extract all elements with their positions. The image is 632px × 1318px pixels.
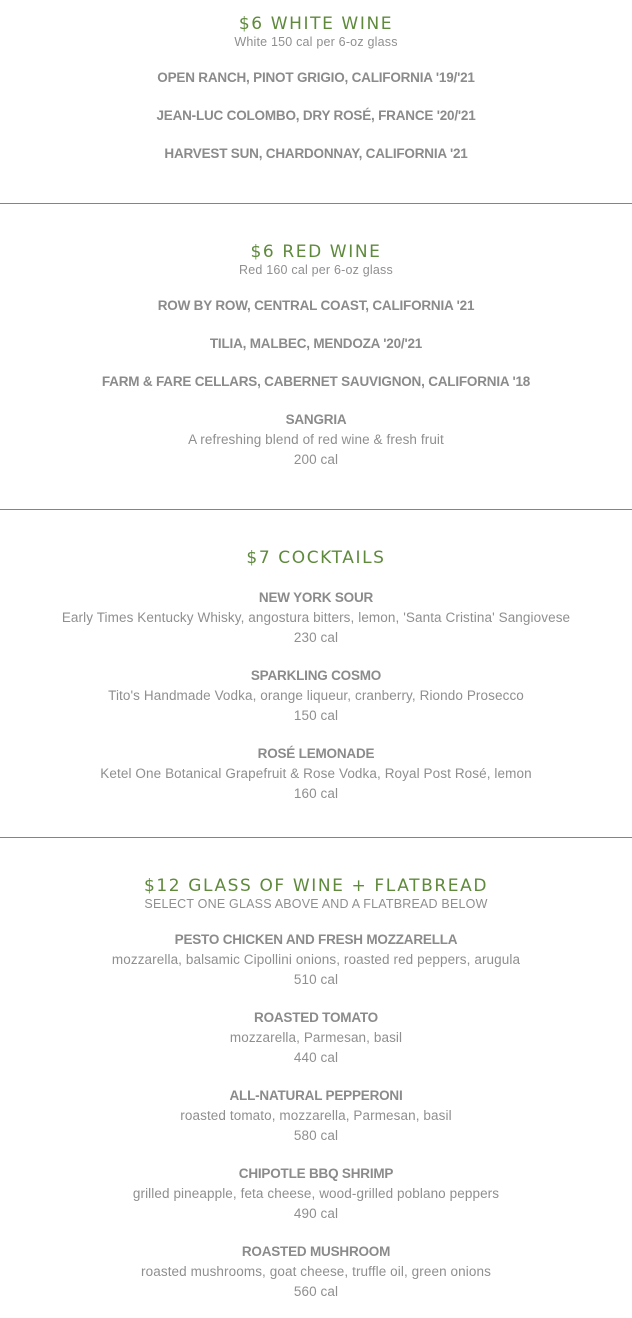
item-calories: 160 cal [293,786,339,801]
section-white-wine [0,14,632,164]
section-subtitle: White 150 cal per 6-oz glass [234,35,398,49]
menu-item [0,106,632,126]
item-description: Ketel One Botanical Grapefruit & Rose Vodka, Royal Post Rosé, lemon [100,766,532,781]
item-calories: 440 cal [293,1050,339,1065]
menu-item [0,930,632,990]
menu-item [0,410,632,470]
item-name: SANGRIA [285,412,347,427]
item-calories: 580 cal [293,1128,339,1143]
item-name: ROSÉ LEMONADE [257,746,375,761]
item-description: Early Times Kentucky Whisky, angostura bitters, lemon, 'Santa Cristina' Sangiovese [61,610,571,625]
item-calories: 560 cal [293,1284,339,1299]
item-name: HARVEST SUN, CHARDONNAY, CALIFORNIA '21 [164,146,468,161]
item-name: ROASTED TOMATO [254,1010,378,1025]
item-description: grilled pineapple, feta cheese, wood-grilled poblano peppers [132,1186,500,1201]
item-name: FARM & FARE CELLARS, CABERNET SAUVIGNON, CALIFORNIA '18 [101,374,531,389]
section-divider [0,837,632,838]
menu-item [0,1086,632,1146]
item-name: ALL-NATURAL PEPPERONI [229,1088,403,1103]
section-wine-flatbread [0,876,632,1302]
menu-item [0,666,632,726]
menu-item [0,334,632,354]
item-description: Tito's Handmade Vodka, orange liqueur, cranberry, Riondo Prosecco [108,688,524,703]
section-subtitle: Red 160 cal per 6-oz glass [239,263,393,277]
item-name: ROW BY ROW, CENTRAL COAST, CALIFORNIA '21 [157,298,475,313]
item-name: OPEN RANCH, PINOT GRIGIO, CALIFORNIA '19/'21 [157,70,475,85]
item-calories: 150 cal [293,708,339,723]
menu-item [0,144,632,164]
section-title: $6 RED WINE [250,242,382,262]
menu-item [0,372,632,392]
menu-item [0,1164,632,1224]
item-calories: 230 cal [293,630,339,645]
section-cocktails [0,548,632,804]
item-description: A refreshing blend of red wine & fresh fruit [188,432,444,447]
section-red-wine [0,242,632,470]
section-divider [0,203,632,204]
item-calories: 200 cal [293,452,339,467]
menu-item [0,1242,632,1302]
section-subtitle: SELECT ONE GLASS ABOVE AND A FLATBREAD BELOW [144,897,488,911]
menu-item [0,1008,632,1068]
item-name: SPARKLING COSMO [250,668,382,683]
item-name: TILIA, MALBEC, MENDOZA '20/'21 [209,336,423,351]
item-description: roasted tomato, mozzarella, Parmesan, basil [180,1108,452,1123]
item-name: JEAN-LUC COLOMBO, DRY ROSÉ, FRANCE '20/'21 [156,108,476,123]
section-title: $12 GLASS OF WINE + FLATBREAD [143,876,489,896]
menu-item [0,588,632,648]
item-description: mozzarella, Parmesan, basil [229,1030,403,1045]
item-calories: 510 cal [293,972,339,987]
item-name: ROASTED MUSHROOM [241,1244,391,1259]
item-calories: 490 cal [293,1206,339,1221]
item-description: roasted mushrooms, goat cheese, truffle oil, green onions [141,1264,491,1279]
section-divider [0,509,632,510]
item-name: PESTO CHICKEN AND FRESH MOZZARELLA [174,932,458,947]
section-title: $7 COCKTAILS [246,548,386,568]
item-name: NEW YORK SOUR [258,590,374,605]
menu-item [0,68,632,88]
item-name: CHIPOTLE BBQ SHRIMP [238,1166,394,1181]
menu-item [0,744,632,804]
item-description: mozzarella, balsamic Cipollini onions, roasted red peppers, arugula [111,952,521,967]
menu-item [0,296,632,316]
section-title: $6 WHITE WINE [238,14,394,34]
